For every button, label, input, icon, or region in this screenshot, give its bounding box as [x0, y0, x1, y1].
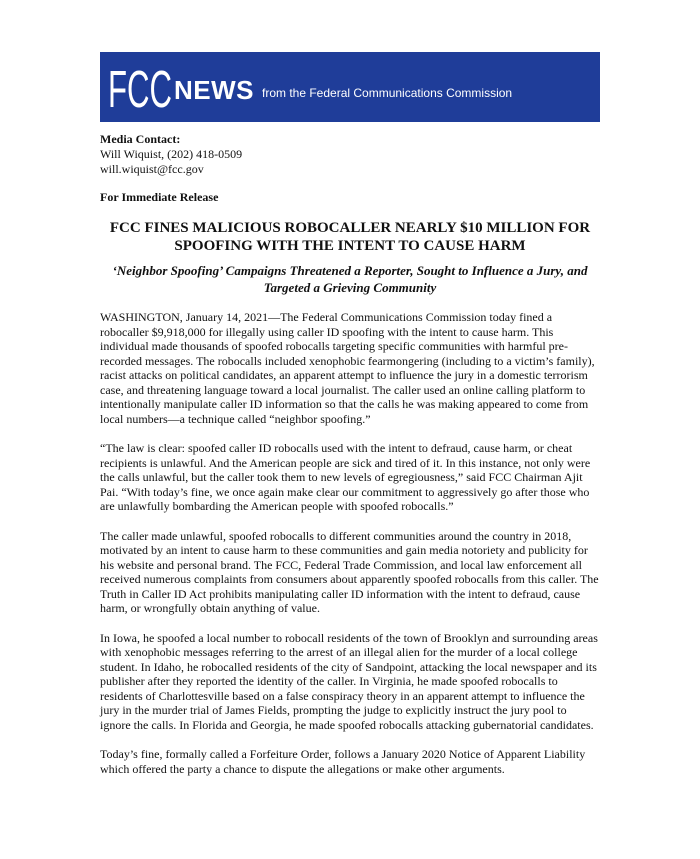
banner-subtitle: from the Federal Communications Commission [262, 86, 513, 100]
headline: FCC FINES MALICIOUS ROBOCALLER NEARLY $10 MILLION FOR SPOOFING WITH THE INTENT TO CAUSE HARM [109, 220, 591, 254]
contact-name-phone: Will Wiquist, (202) 418-0509 [100, 147, 243, 161]
contact-email: will.wiquist@fcc.gov [100, 162, 204, 176]
news-word: NEWS [174, 74, 254, 105]
fcc-logo-text: FCC [108, 61, 172, 117]
fcc-logo-icon [108, 57, 172, 117]
media-contact-label: Media Contact: [100, 132, 181, 146]
paragraph: The caller made unlawful, spoofed robocalls to different communities around the country in 2018, motivated by an intent to cause harm to these communities and gain media notoriety and publicity for his website and personal brand. The FCC, Federal Trade Commission, and local law enforcement all received numerous complaints from consumers about apparently spoofed robocalls from this caller. The Truth in Caller ID Act prohibits manipulating caller ID information with the intent to defraud, cause harm, or wrongfully obtain anything of value. [100, 528, 599, 615]
media-contact [100, 132, 242, 177]
release-notice: For Immediate Release [100, 190, 219, 204]
paragraph: In Iowa, he spoofed a local number to robocall residents of the town of Brooklyn and surrounding areas with xenophobic messages referring to the arrest of an illegal alien for the murder of a local college student. In Idaho, he robocalled residents of the city of Sandpoint, attacking the local newspaper and its publisher after they reported the identity of the caller. In Virginia, he made spoofed robocalls to residents of Charlottesville based on a false conspiracy theory in an apparent attempt to influence the jury in the murder trial of James Fields, prompting the judge to explicitly instruct the jury pool to ignore the calls. In Florida and Georgia, he made spoofed robocalls attacking gubernatorial candidates. [100, 630, 598, 732]
fcc-news-banner [100, 52, 600, 122]
article-body [100, 310, 600, 791]
paragraph: “The law is clear: spoofed caller ID robocalls used with the intent to defraud, cause harm, or cheat recipients is unlawful. And the American people are sick and tired of it. In this instance, not only were the calls unlawful, but the caller took them to new levels of egregiousness,” said FCC Chairman Ajit Pai. “With today’s fine, we once again make clear our commitment to aggressively go after those who are unlawfully bombarding the American people with spoofed robocalls.” [100, 441, 591, 513]
paragraph: WASHINGTON, January 14, 2021—The Federal Communications Commission today fined a robocaller $9,918,000 for illegally using caller ID spoofing with the intent to cause harm. This individual made thousands of spoofed robocalls targeting specific communities with harmful pre-recorded messages. The robocalls included xenophobic fearmongering (including to a victim’s family), racist attacks on political candidates, an apparent attempt to influence the jury in a domestic terrorism case, and threatening language toward a local journalist. The caller used an online calling platform to intentionally manipulate caller ID information so that the calls he was making appeared to come from local numbers—a technique called “neighbor spoofing.” [100, 310, 595, 426]
paragraph: Today’s fine, formally called a Forfeiture Order, follows a January 2020 Notice of Apparent Liability which offered the party a chance to dispute the allegations or make other arguments. [100, 747, 586, 776]
subheadline: ‘Neighbor Spoofing’ Campaigns Threatened a Reporter, Sought to Influence a Jury, and Targeted a Grieving Community [112, 263, 588, 295]
